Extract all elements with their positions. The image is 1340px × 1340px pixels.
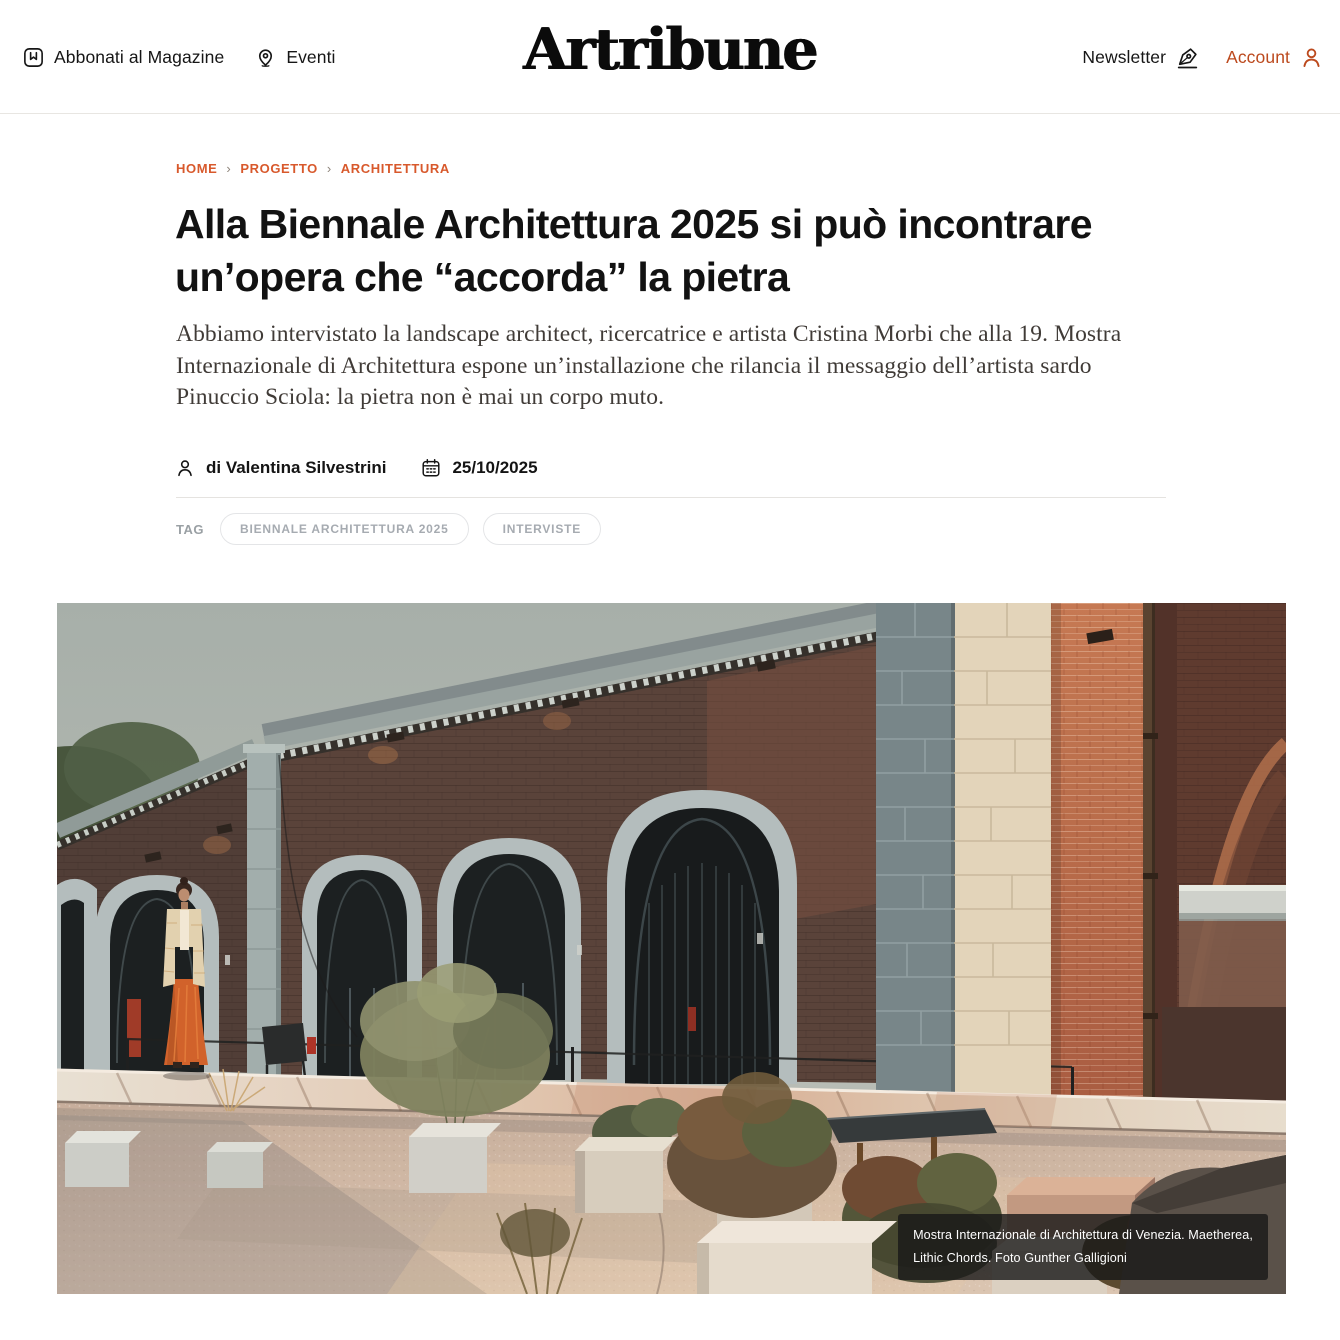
subscribe-magazine-label: Abbonati al Magazine — [54, 46, 225, 67]
tag-interviste[interactable]: INTERVISTE — [483, 513, 601, 545]
bookmark-square-icon — [22, 46, 45, 69]
site-logo[interactable]: Artribune — [523, 16, 817, 83]
account-label: Account — [1226, 46, 1290, 67]
site-header — [0, 0, 1340, 114]
photo-caption-line2: Lithic Chords. Foto Gunther Galligioni — [913, 1251, 1127, 1265]
tag-label: TAG — [176, 521, 204, 537]
breadcrumb-separator: › — [226, 161, 232, 176]
newsletter-link[interactable] — [1082, 45, 1200, 70]
breadcrumb — [176, 161, 450, 176]
breadcrumb-home[interactable]: HOME — [176, 161, 218, 176]
subscribe-magazine-link[interactable] — [22, 46, 224, 69]
pen-nib-icon — [1175, 45, 1200, 70]
article-date: 25/10/2025 — [452, 458, 538, 477]
events-link[interactable] — [254, 46, 335, 69]
newsletter-label: Newsletter — [1082, 46, 1167, 67]
person-icon — [1299, 45, 1324, 70]
location-pin-icon — [254, 46, 277, 69]
header-right-nav — [1082, 0, 1324, 114]
breadcrumb-architettura[interactable]: ARCHITETTURA — [340, 161, 450, 176]
article-standfirst: Abbiamo intervistato la landscape architect, ricercatrice e artista Cristina Morbi che alla 19. Mostra Internazionale di Architettura espone un’installazione che rilancia il messaggio dell’artista sardo Pinuccio Sciola: la pietra non è mai un corpo muto. — [176, 321, 1122, 410]
tag-row — [176, 513, 601, 545]
breadcrumb-separator: › — [326, 161, 332, 176]
article-title: Alla Biennale Architettura 2025 si può incontrare un’opera che “accorda” la pietra — [175, 201, 1092, 300]
calendar-icon — [420, 457, 442, 479]
article-hero-figure — [57, 603, 1286, 1294]
article-meta-row — [174, 457, 538, 479]
tag-biennale-architettura-2025[interactable]: BIENNALE ARCHITETTURA 2025 — [220, 513, 469, 545]
hero-photo-arsenale-venezia — [57, 603, 1286, 1294]
account-link[interactable] — [1226, 45, 1324, 70]
photo-caption-line1: Mostra Internazionale di Architettura di Venezia. Maetherea, — [913, 1228, 1253, 1242]
breadcrumb-progetto[interactable]: PROGETTO — [240, 161, 318, 176]
author-icon — [174, 457, 196, 479]
events-label: Eventi — [286, 46, 336, 67]
photo-caption — [898, 1214, 1268, 1280]
header-left-nav — [22, 0, 336, 114]
meta-divider — [176, 497, 1166, 498]
article-author[interactable]: di Valentina Silvestrini — [206, 458, 387, 477]
